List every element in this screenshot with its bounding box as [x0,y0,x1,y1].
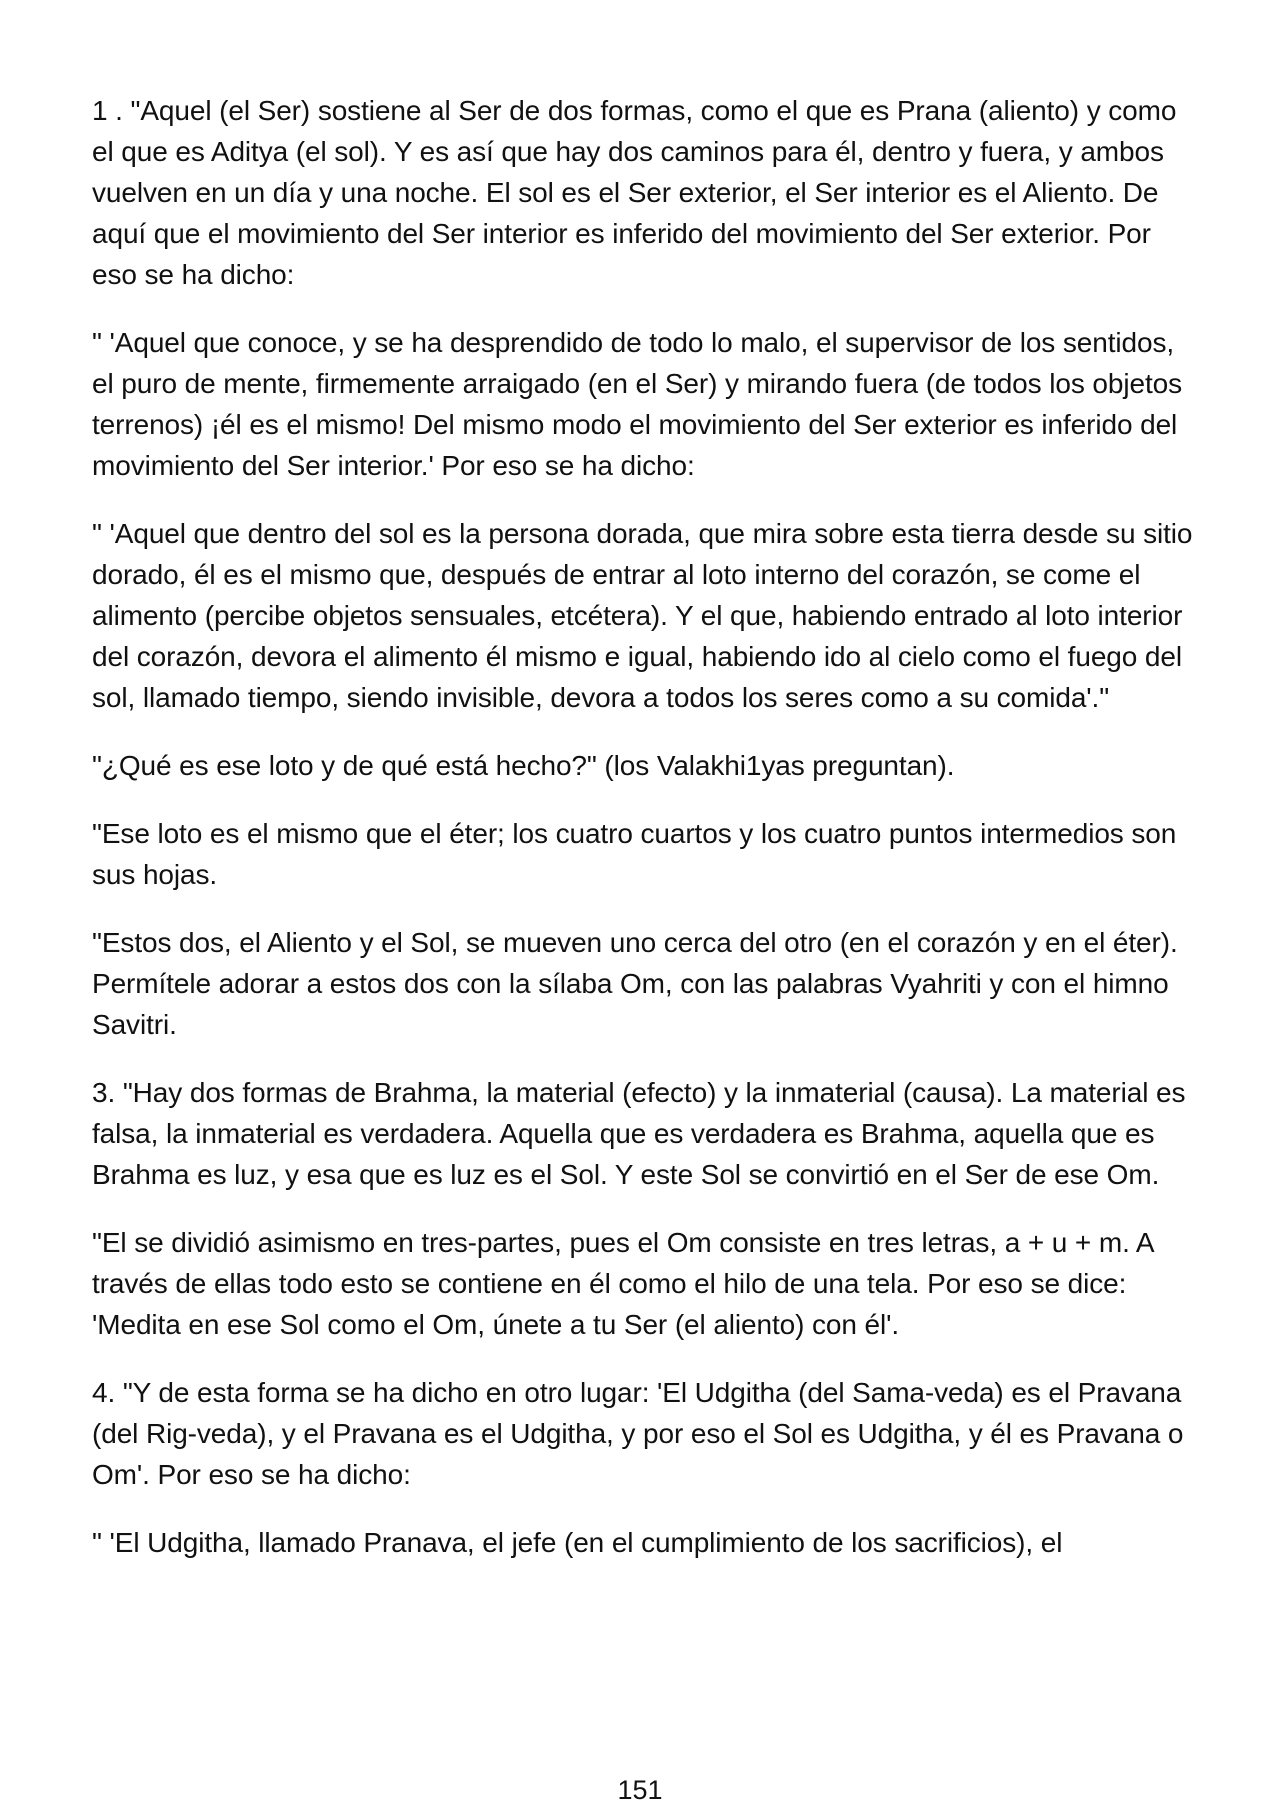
paragraph-4: "¿Qué es ese loto y de qué está hecho?" (los Valakhi1yas preguntan). [92,750,955,781]
paragraph-5: "Ese loto es el mismo que el éter; los cuatro cuartos y los cuatro puntos intermedios son sus hojas. [92,818,1177,890]
page-number: 151 [617,1775,663,1805]
paragraph-3: " 'Aquel que dentro del sol es la persona dorada, que mira sobre esta tierra desde su sitio dorado, él es el mismo que, después de entrar al loto interno del corazón, se come el alimento (percibe objetos sensuales, etcétera). Y el que, habiendo entrado al loto interior del corazón, devora el alimento él mismo e igual, habiendo ido al cielo como el fuego del sol, llamado tiempo, siendo invisible, devora a todos los seres como a su comida'." [92,518,1193,713]
paragraph-7: 3. "Hay dos formas de Brahma, la material (efecto) y la inmaterial (causa). La material es falsa, la inmaterial es verdadera. Aquella que es verdadera es Brahma, aquella que es Brahma es luz, y esa que es luz es el Sol. Y este Sol se convirtió en el Ser de ese Om. [92,1077,1186,1190]
paragraph-9: 4. "Y de esta forma se ha dicho en otro lugar: 'El Udgitha (del Sama-veda) es el Pravana (del Rig-veda), y el Pravana es el Udgitha, y por eso el Sol es Udgitha, y él es Pravana o Om'. Por eso se ha dicho: [92,1377,1184,1490]
paragraph-8: "El se dividió asimismo en tres-partes, pues el Om consiste en tres letras, a + u + m. A través de ellas todo esto se contiene en él como el hilo de una tela. Por eso se dice: 'Medita en ese Sol como el Om, únete a tu Ser (el aliento) con él'. [92,1227,1153,1340]
paragraph-10: " 'El Udgitha, llamado Pranava, el jefe (en el cumplimiento de los sacrificios), el [92,1527,1063,1558]
paragraph-1: 1 . "Aquel (el Ser) sostiene al Ser de dos formas, como el que es Prana (aliento) y como el que es Aditya (el sol). Y es así que hay dos caminos para él, dentro y fuera, y ambos vuelven en un día y una noche. El sol es el Ser exterior, el Ser interior es el Aliento. De aquí que el movimiento del Ser interior es inferido del movimiento del Ser exterior. Por eso se ha dicho: [92,95,1177,290]
paragraph-6: "Estos dos, el Aliento y el Sol, se mueven uno cerca del otro (en el corazón y en el éter). Permítele adorar a estos dos con la sílaba Om, con las palabras Vyahriti y con el himno Savitri. [92,927,1178,1040]
paragraph-2: " 'Aquel que conoce, y se ha desprendido de todo lo malo, el supervisor de los sentidos, el puro de mente, firmemente arraigado (en el Ser) y mirando fuera (de todos los objetos terrenos) ¡él es el mismo! Del mismo modo el movimiento del Ser exterior es inferido del movimiento del Ser interior.' Por eso se ha dicho: [92,327,1182,481]
page-body [92,90,1202,1590]
